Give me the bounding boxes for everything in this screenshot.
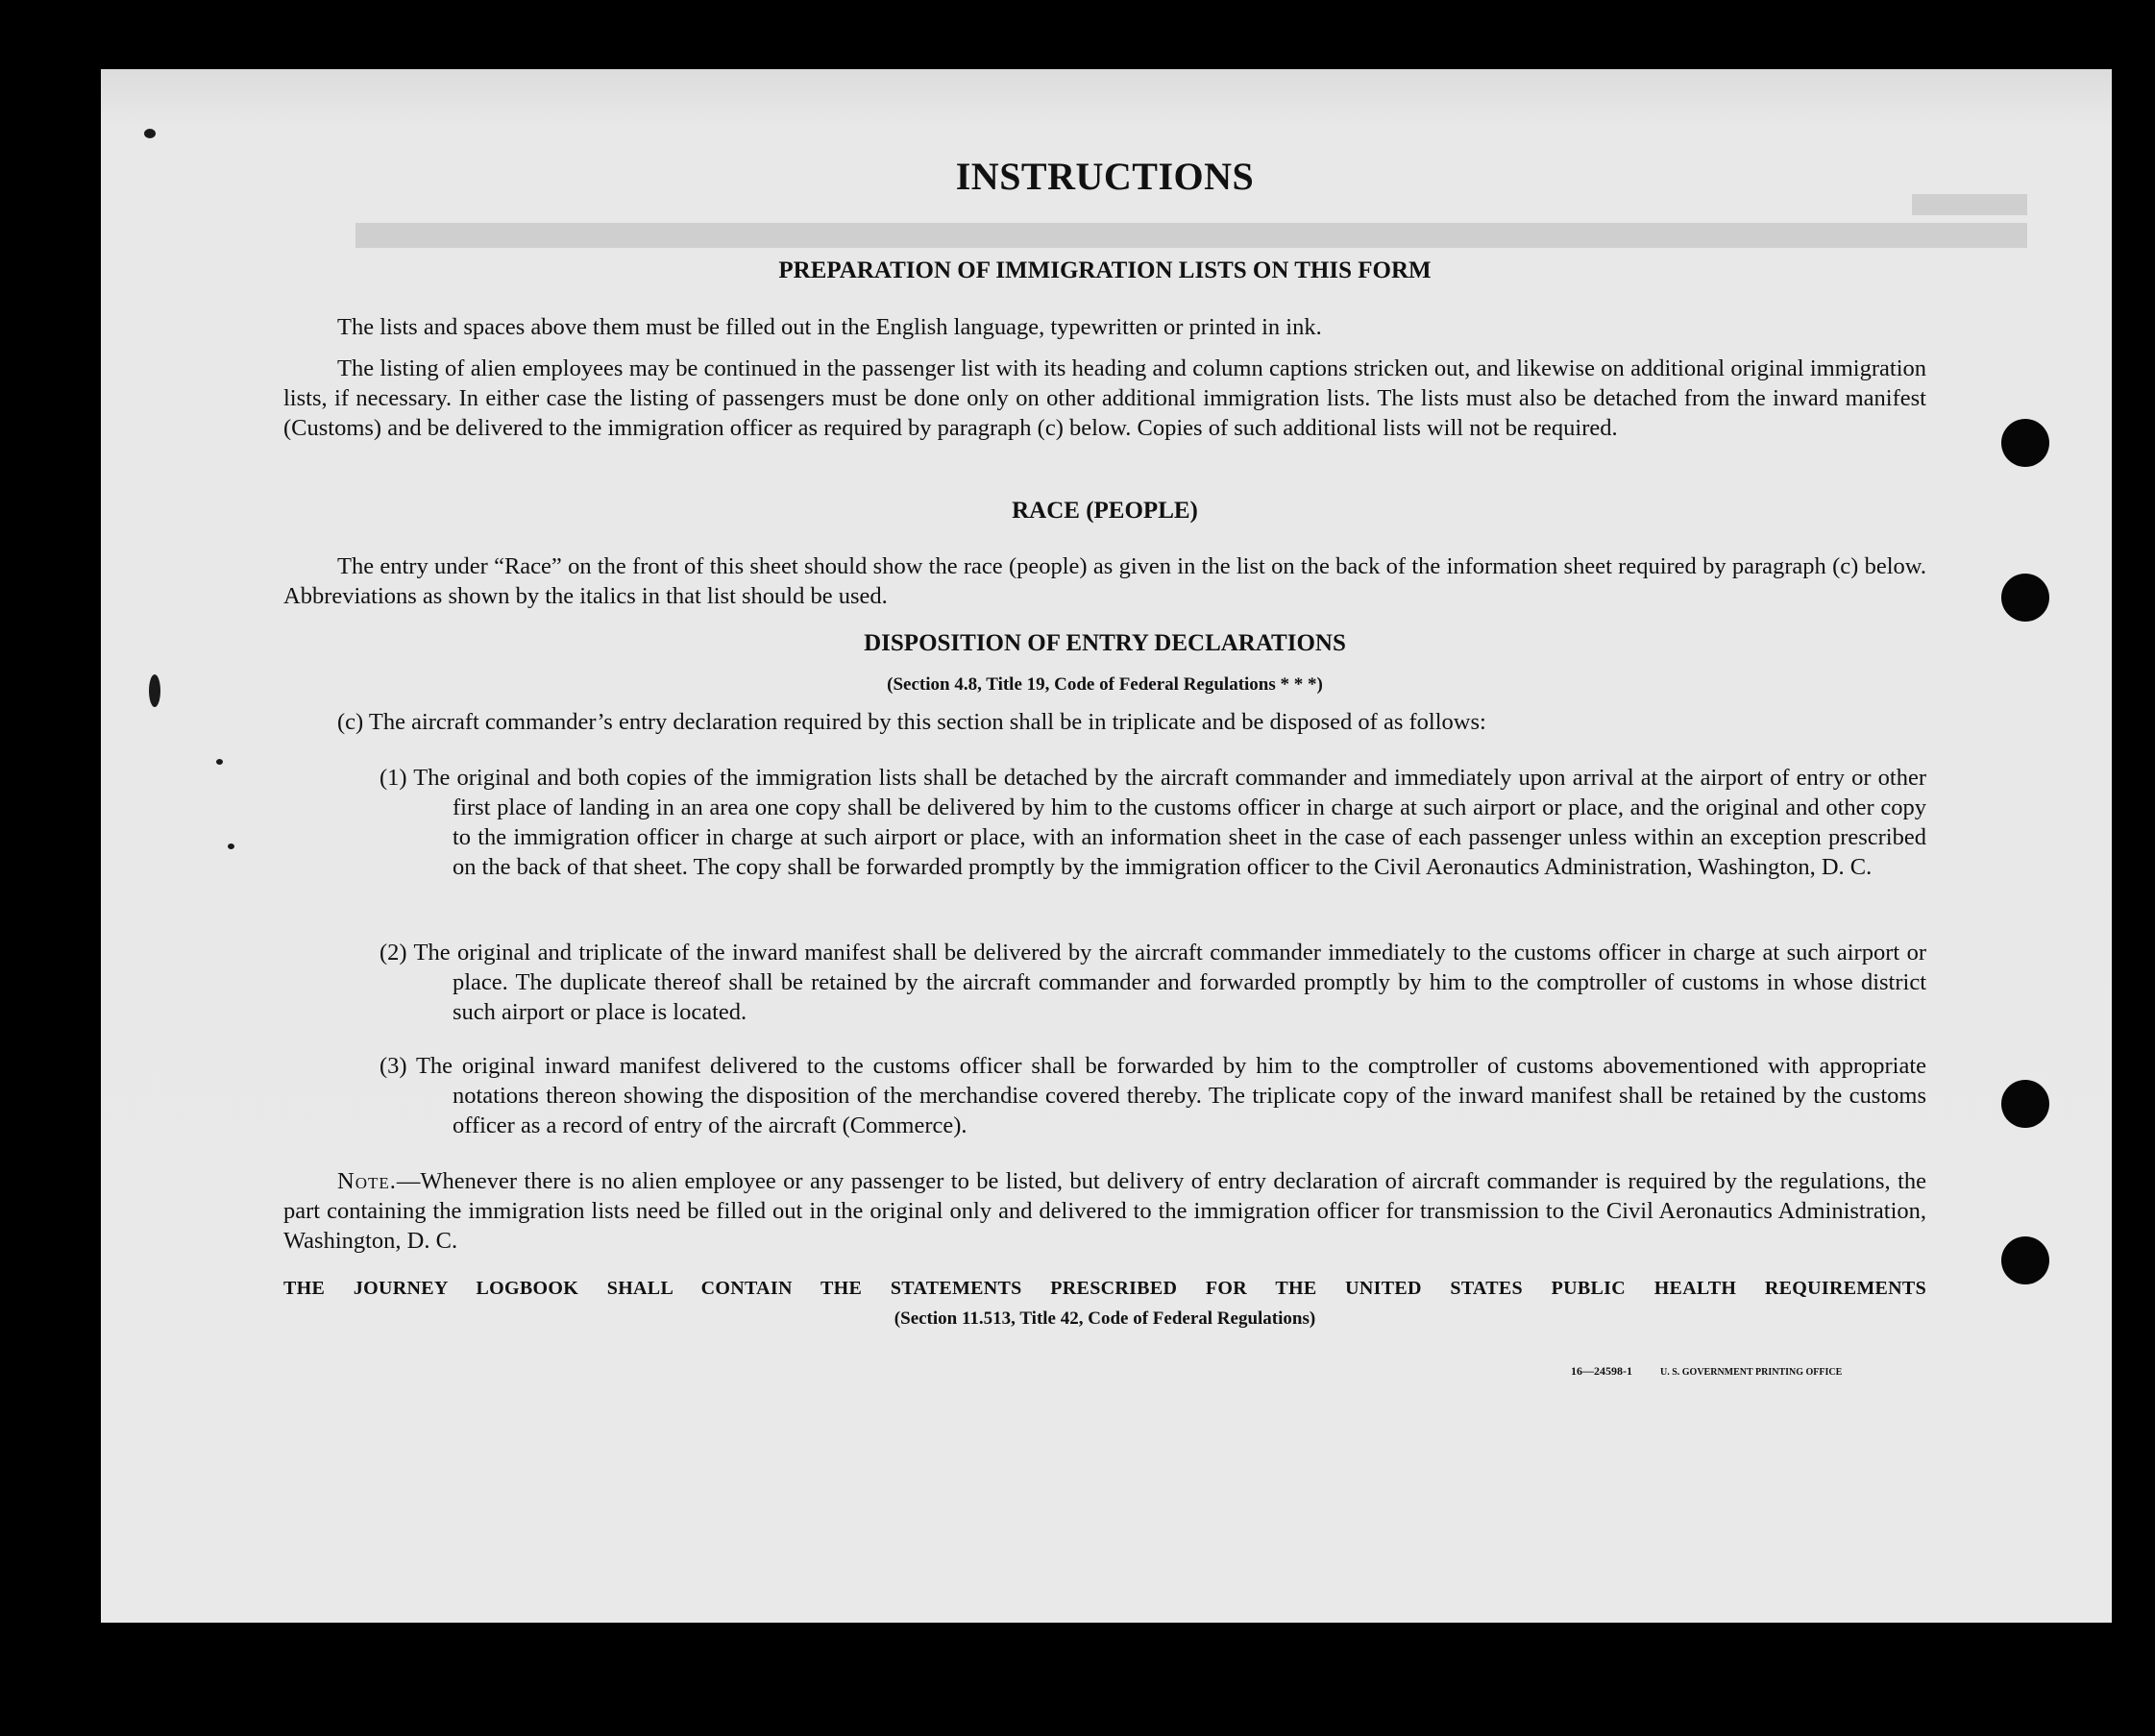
list-item-1: (1) The original and both copies of the immigration lists shall be detached by the aircraft commander and immediately upon arrival at the airport of entry or other first place of landing in an area one copy shall be delivered by him to the customs officer in charge at such airport or place, and the original and other copy to the immigration officer in charge at such airport or place, with an information sheet in the case of each passenger unless within an exception prescribed on the back of that sheet. The copy shall be forwarded promptly by the immigration officer to the Civil Aeronautics Administration, Washington, D. C. (380, 765, 1926, 880)
printer-footer (1571, 1364, 1867, 1379)
paragraph-c-lead: (c) The aircraft commander’s entry declaration required by this section shall be in triplicate and be disposed of as follows: (337, 709, 1486, 735)
ink-speck (144, 129, 156, 138)
ink-speck (228, 844, 234, 849)
punch-hole (2001, 1236, 2049, 1284)
printer-name: U. S. GOVERNMENT PRINTING OFFICE (1660, 1367, 1843, 1378)
punch-hole (2001, 419, 2049, 467)
note-label: Note. (337, 1168, 397, 1194)
ink-speck (216, 759, 223, 765)
health-citation: (Section 11.513, Title 42, Code of Federal Regulations) (894, 1308, 1316, 1329)
paragraph-alien-employees: The listing of alien employees may be continued in the passenger list with its heading and column captions stricken out, and likewise on additional original immigration lists, if necessary. In either case the listing of passengers must be done only on other additional immigration lists. The lists must also be detached from the inward manifest (Customs) and be delivered to the immigration officer as required by paragraph (c) below. Copies of such additional lists will not be required. (283, 355, 1926, 441)
document-sheet (101, 69, 2112, 1623)
note-text: —Whenever there is no alien employee or any passenger to be listed, but delivery of entry declaration of aircraft commander is required by the regulations, the part containing the immigration lists need be filled out in the original only and delivered to the immigration officer for transmission to the Civil Aeronautics Administration, Washington, D. C. (283, 1168, 1926, 1254)
paragraph-language: The lists and spaces above them must be filled out in the English language, typewritten or printed in ink. (337, 314, 1322, 340)
list-item-2: (2) The original and triplicate of the inward manifest shall be delivered by the aircraft commander immediately to the customs officer in charge at such airport or place. The duplicate thereof shall be retained by the aircraft commander and forwarded promptly by him to the comptroller of customs in whose district such airport or place is located. (380, 940, 1926, 1025)
heading-disposition: DISPOSITION OF ENTRY DECLARATIONS (864, 630, 1346, 656)
ink-speck (149, 674, 160, 707)
paragraph-race: The entry under “Race” on the front of this sheet should show the race (people) as given in the list on the back of the information sheet required by paragraph (c) below. Abbreviations as shown by the italics in that list should be used. (283, 553, 1926, 609)
form-number: 16—24598-1 (1571, 1364, 1632, 1378)
punch-hole (2001, 1080, 2049, 1128)
punch-hole (2001, 574, 2049, 622)
note-paragraph (283, 1166, 1926, 1256)
heading-preparation: PREPARATION OF IMMIGRATION LISTS ON THIS FORM (778, 257, 1432, 283)
disposition-citation: (Section 4.8, Title 19, Code of Federal Regulations * * *) (887, 674, 1323, 695)
heading-race: RACE (PEOPLE) (1012, 498, 1198, 524)
list-item-3: (3) The original inward manifest delivered to the customs officer shall be forwarded by him to the comptroller of customs abovementioned with appropriate notations thereon showing the disposition of the merchandise covered thereby. The triplicate copy of the inward manifest shall be retained by the customs officer as a record of entry of the aircraft (Commerce). (380, 1053, 1926, 1138)
health-statement: THE JOURNEY LOGBOOK SHALL CONTAIN THE STATEMENTS PRESCRIBED FOR THE UNITED STATES PUBLIC HEALTH REQUIREMENTS (283, 1278, 1926, 1299)
page-title: INSTRUCTIONS (955, 155, 1255, 198)
